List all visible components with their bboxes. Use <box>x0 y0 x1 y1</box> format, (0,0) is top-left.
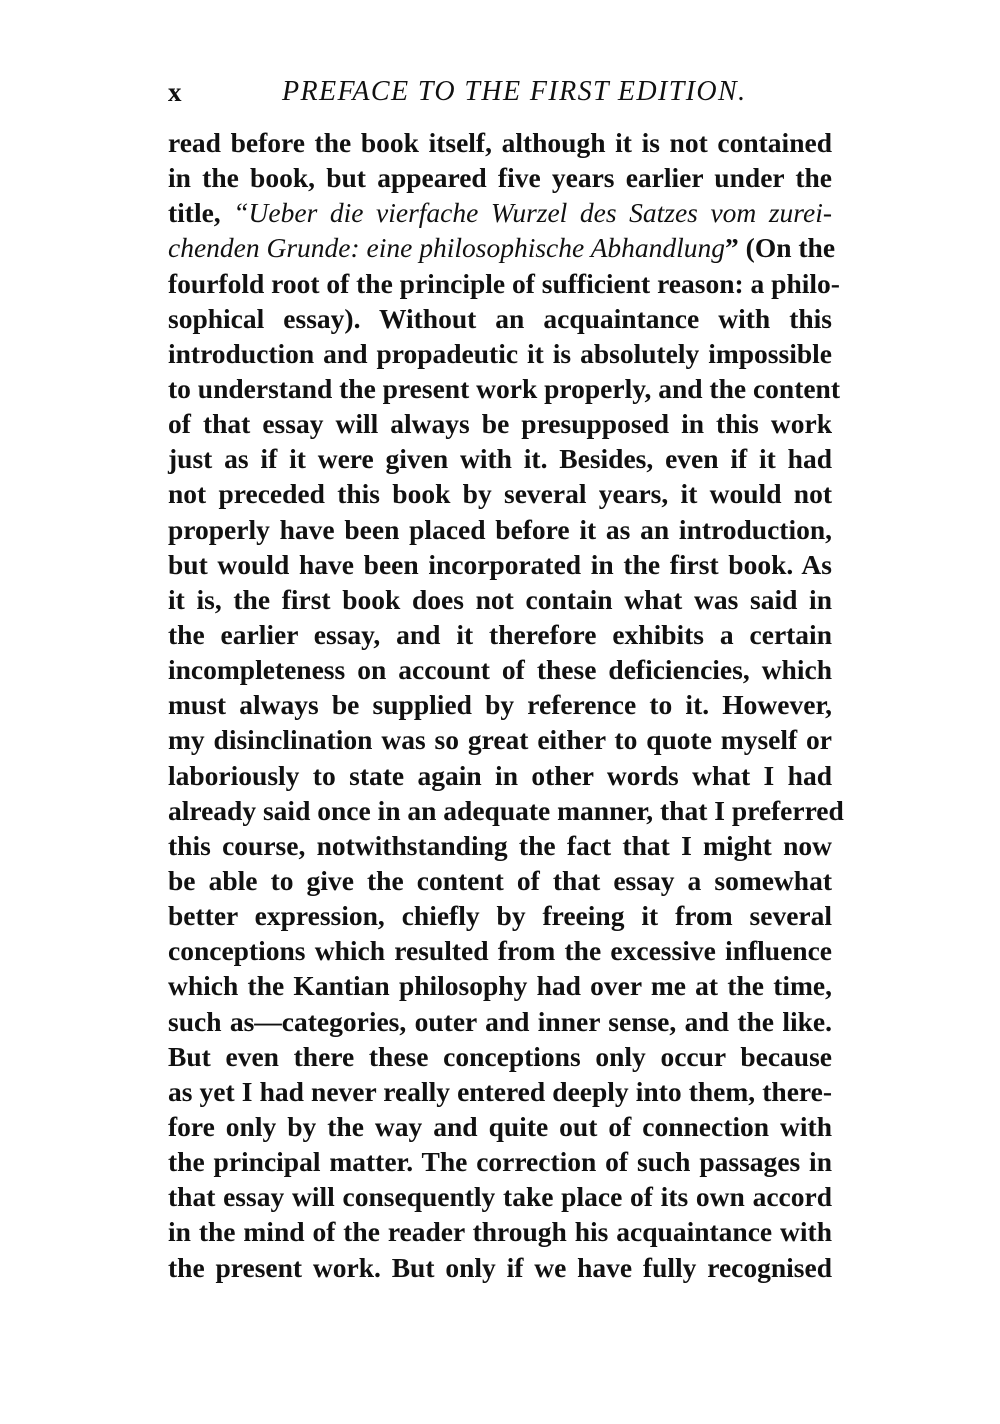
text-line: that essay will consequently take place of its own accord <box>168 1181 832 1213</box>
body-text <box>168 125 844 1285</box>
text-line: read before the book itself, although it is not contained <box>168 127 832 158</box>
page-header-title: PREFACE TO THE FIRST EDITION. <box>282 76 747 107</box>
running-head <box>168 74 832 110</box>
text-line: the present work. But only if we have fully recognised <box>168 1251 832 1283</box>
text-line: introduction and propadeutic it is absolutely impossible <box>168 337 832 369</box>
text-line: incompleteness on account of these deficiencies, which <box>168 654 832 686</box>
text-line: the principal matter. The correction of such passages in <box>168 1146 832 1178</box>
text-line <box>168 230 836 265</box>
german-title-italic: “Ueber die vierfache Wurzel des Satzes vom zurei- <box>233 197 832 229</box>
page-number: x <box>168 77 182 107</box>
text-line: be able to give the content of that essay a somewhat <box>168 864 832 896</box>
text-line: which the Kantian philosophy had over me at the time, <box>168 970 832 1002</box>
text-line: but would have been incorporated in the first book. As <box>168 548 832 580</box>
text-line: laboriously to state again in other words what I had <box>168 759 832 791</box>
text-fragment: ” (On the <box>725 232 836 264</box>
text-line: not preceded this book by several years, it would not <box>168 478 832 510</box>
text-line: But even there these conceptions only occur because <box>168 1040 832 1072</box>
german-title-italic: chenden Grunde: eine philosophische Abhandlung <box>168 232 726 264</box>
text-line: of that essay will always be presupposed in this work <box>168 408 832 440</box>
text-line <box>168 195 832 230</box>
text-line: properly have been placed before it as an introduction, <box>168 513 832 545</box>
text-line: in the book, but appeared five years earlier under the <box>168 162 832 194</box>
text-line: sophical essay). Without an acquaintance with this <box>168 302 832 334</box>
text-line: better expression, chiefly by freeing it from several <box>168 900 832 932</box>
text-line: the earlier essay, and it therefore exhibits a certain <box>168 618 832 650</box>
text-fragment: title, <box>168 197 234 229</box>
text-line: such as—categories, outer and inner sense, and the like. <box>168 1005 832 1037</box>
text-line: just as if it were given with it. Besides, even if it had <box>168 443 832 475</box>
text-line: must always be supplied by reference to it. However, <box>168 689 832 721</box>
text-line: conceptions which resulted from the excessive influence <box>168 935 832 967</box>
text-line: as yet I had never really entered deeply into them, there- <box>168 1075 832 1107</box>
text-line: in the mind of the reader through his acquaintance with <box>168 1216 832 1248</box>
text-line: this course, notwithstanding the fact that I might now <box>168 829 832 861</box>
text-line: my disinclination was so great either to quote myself or <box>168 724 832 756</box>
text-line: fourfold root of the principle of sufficient reason: a philo- <box>168 267 840 299</box>
text-line: fore only by the way and quite out of connection with <box>168 1110 832 1142</box>
text-line: already said once in an adequate manner, that I preferred <box>168 794 844 826</box>
text-line: to understand the present work properly, and the content <box>168 372 841 404</box>
text-line: it is, the first book does not contain what was said in <box>168 583 832 615</box>
